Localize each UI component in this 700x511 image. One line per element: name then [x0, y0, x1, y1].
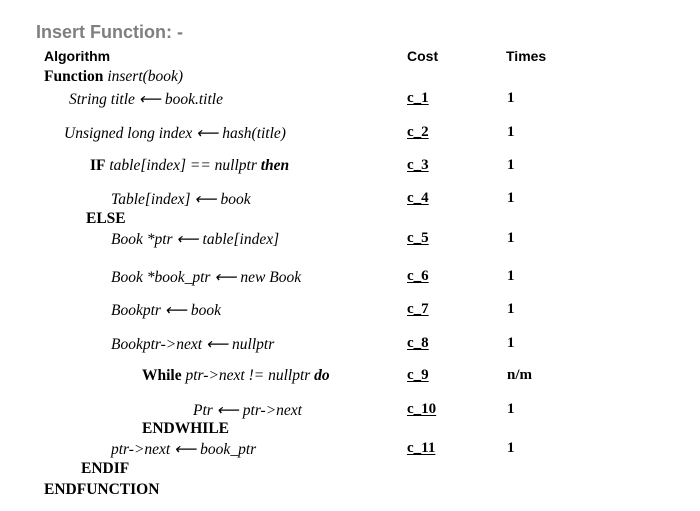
function-name: insert(book) [107, 68, 184, 85]
pseudo-line-1: String title ⟵ book.title [69, 91, 223, 108]
cost-6: c_6 [407, 268, 429, 284]
times-10: 1 [507, 401, 515, 417]
pseudo-line-if [90, 157, 289, 175]
times-3: 1 [507, 157, 515, 173]
cost-column-header: Cost [407, 48, 439, 64]
cost-1: c_1 [407, 90, 429, 106]
cost-11: c_11 [407, 440, 436, 456]
times-4: 1 [507, 190, 515, 206]
times-11: 1 [507, 440, 515, 456]
endif-keyword: ENDIF [81, 460, 130, 477]
times-8: 1 [507, 335, 515, 351]
algorithm-column-header: Algorithm [44, 48, 111, 64]
cost-3: c_3 [407, 157, 429, 173]
pseudo-line-8: Bookptr ⟵ book [111, 302, 222, 319]
pseudo-line-4: Table[index] ⟵ book [111, 191, 251, 208]
times-6: 1 [507, 268, 515, 284]
cost-8: c_8 [407, 335, 429, 351]
cost-10: c_10 [407, 401, 437, 417]
times-5: 1 [507, 230, 515, 246]
then-keyword: then [260, 157, 290, 174]
pseudo-line-6: Book *ptr ⟵ table[index] [111, 231, 280, 248]
while-condition: ptr->next != nullptr [181, 367, 315, 384]
times-7: 1 [507, 301, 515, 317]
if-keyword: IF [90, 157, 106, 174]
endfunction-keyword: ENDFUNCTION [44, 481, 160, 498]
times-2: 1 [507, 124, 515, 140]
times-1: 1 [507, 90, 515, 106]
cost-7: c_7 [407, 301, 429, 317]
pseudo-line-2: Unsigned long index ⟵ hash(title) [64, 125, 286, 142]
pseudo-line-7: Book *book_ptr ⟵ new Book [111, 269, 302, 286]
while-keyword: While [142, 367, 182, 384]
endwhile-keyword: ENDWHILE [142, 420, 229, 437]
pseudo-line-11: Ptr ⟵ ptr->next [193, 402, 302, 419]
function-keyword: Function [44, 68, 104, 85]
pseudo-line-9: Bookptr->next ⟵ nullptr [111, 336, 275, 353]
pseudo-line-while [142, 367, 330, 385]
cost-5: c_5 [407, 230, 429, 246]
do-keyword: do [314, 367, 330, 384]
cost-4: c_4 [407, 190, 429, 206]
function-signature [44, 68, 183, 86]
if-condition: table[index] == nullptr [105, 157, 261, 174]
page-heading: Insert Function: - [36, 22, 183, 42]
times-column-header: Times [506, 48, 547, 64]
cost-2: c_2 [407, 124, 429, 140]
else-keyword: ELSE [86, 210, 126, 227]
cost-9: c_9 [407, 367, 429, 383]
times-9: n/m [507, 367, 533, 383]
pseudo-line-13: ptr->next ⟵ book_ptr [111, 441, 257, 458]
